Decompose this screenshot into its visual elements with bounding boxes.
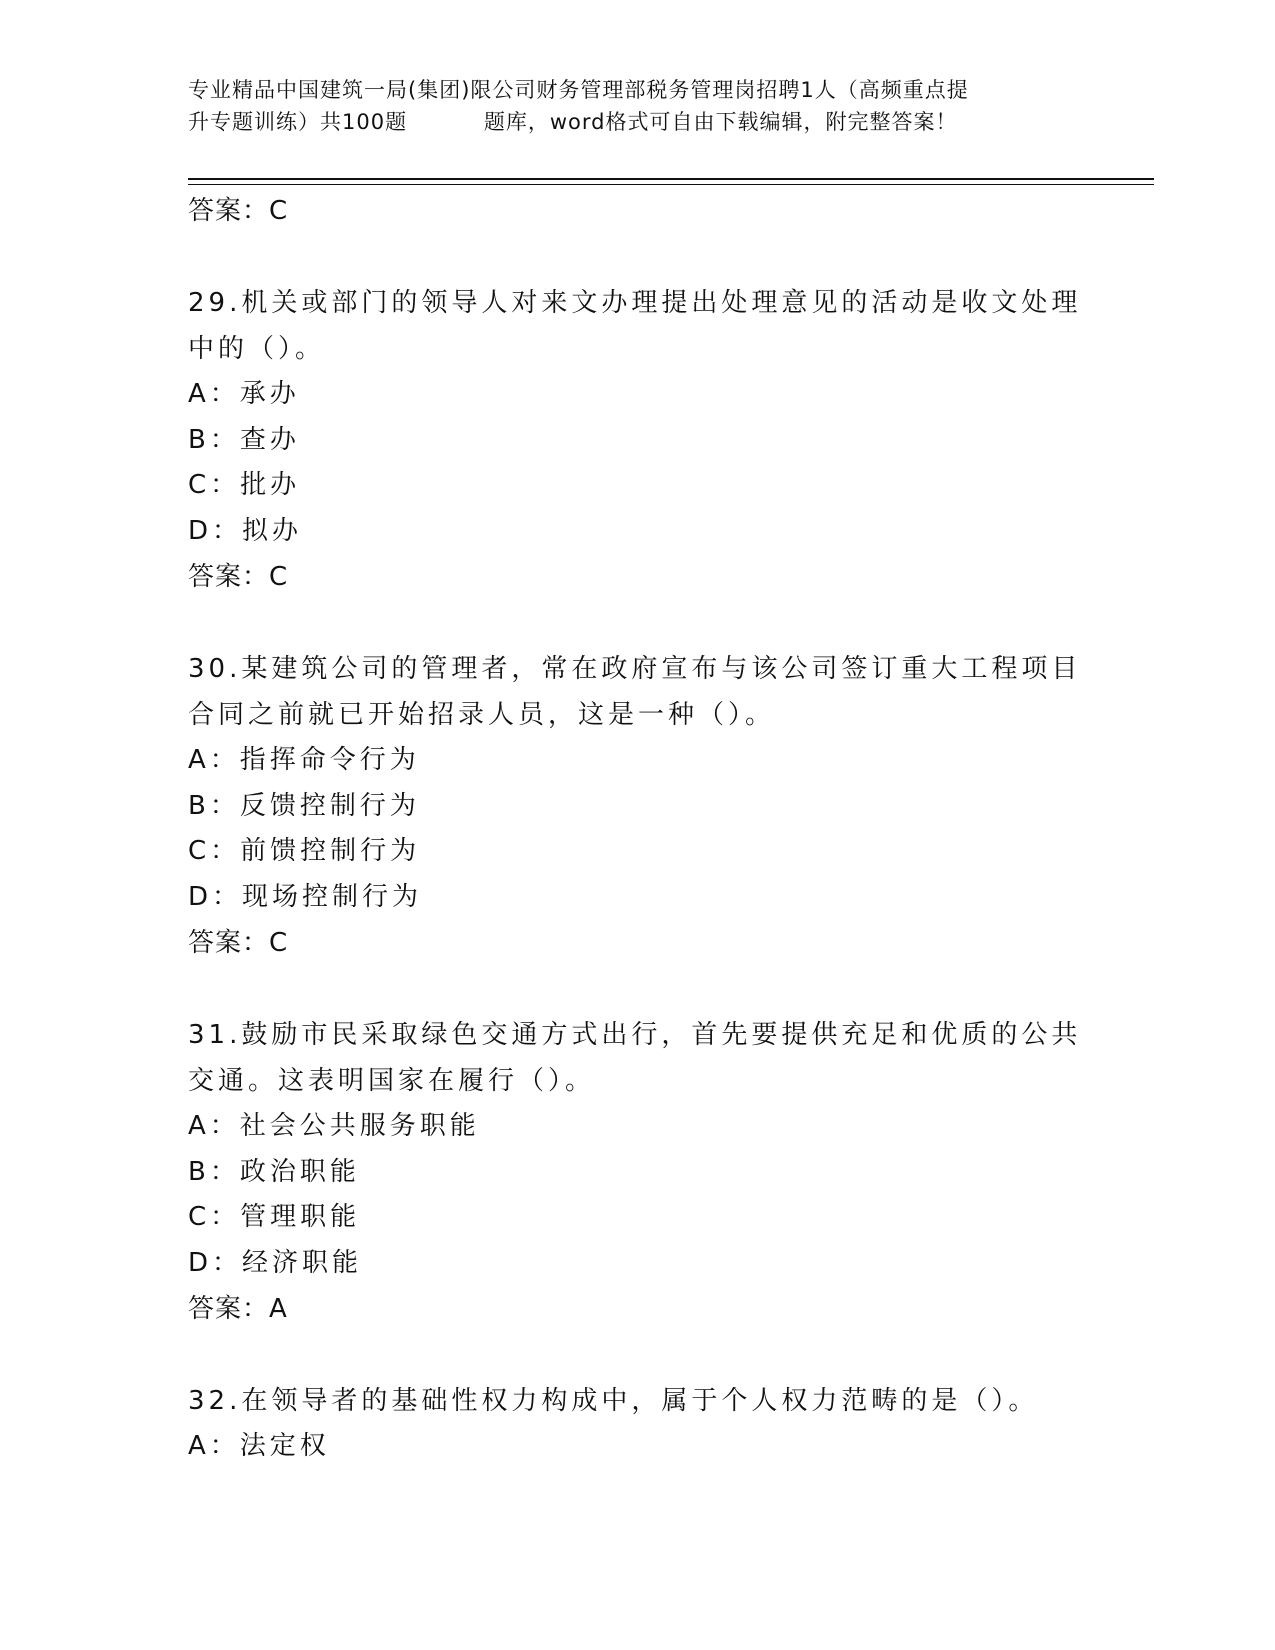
question-32 — [188, 1378, 1088, 1470]
header-divider-thin — [188, 184, 1154, 185]
option-d: D：现场控制行为 — [188, 881, 423, 912]
header-title-line-1: 专业精品中国建筑一局(集团)限公司财务管理部税务管理岗招聘1人（高频重点提 — [188, 78, 969, 102]
document-body — [188, 188, 1088, 1470]
answer-line: 答案：C — [188, 562, 289, 592]
answer-line: 答案：A — [188, 1294, 288, 1324]
option-a: A：法定权 — [188, 1431, 330, 1461]
option-c: C：管理职能 — [188, 1202, 361, 1232]
page-header — [188, 74, 1088, 138]
option-b: B：反馈控制行为 — [188, 790, 420, 821]
option-a: A：承办 — [188, 379, 300, 409]
option-b: B：查办 — [188, 424, 300, 455]
option-c: C：前馈控制行为 — [188, 836, 421, 866]
question-stem: 31.鼓励市民采取绿色交通方式出行，首先要提供充足和优质的公共交通。这表明国家在履行（）。 — [188, 1020, 1082, 1096]
question-stem: 30.某建筑公司的管理者，常在政府宣布与该公司签订重大工程项目合同之前就已开始招录人员，这是一种（）。 — [188, 654, 1082, 730]
option-d: D：拟办 — [188, 515, 303, 546]
question-stem: 29.机关或部门的领导人对来文办理提出处理意见的活动是收文处理中的（）。 — [188, 288, 1082, 364]
option-c: C：批办 — [188, 470, 301, 500]
header-title-line-2: 升专题训练）共100题 题库，word格式可自由下载编辑，附完整答案！ — [188, 110, 958, 134]
question-31 — [188, 1012, 1088, 1332]
question-stem: 32.在领导者的基础性权力构成中，属于个人权力范畴的是（）。 — [188, 1386, 1039, 1416]
question-29 — [188, 280, 1088, 600]
option-a: A：社会公共服务职能 — [188, 1111, 480, 1141]
option-a: A：指挥命令行为 — [188, 745, 420, 775]
answer-line: 答案：C — [188, 196, 289, 226]
question-30 — [188, 646, 1088, 966]
option-b: B：政治职能 — [188, 1156, 360, 1187]
option-d: D：经济职能 — [188, 1247, 363, 1278]
header-divider-thick — [188, 178, 1154, 180]
answer-line: 答案：C — [188, 928, 289, 958]
